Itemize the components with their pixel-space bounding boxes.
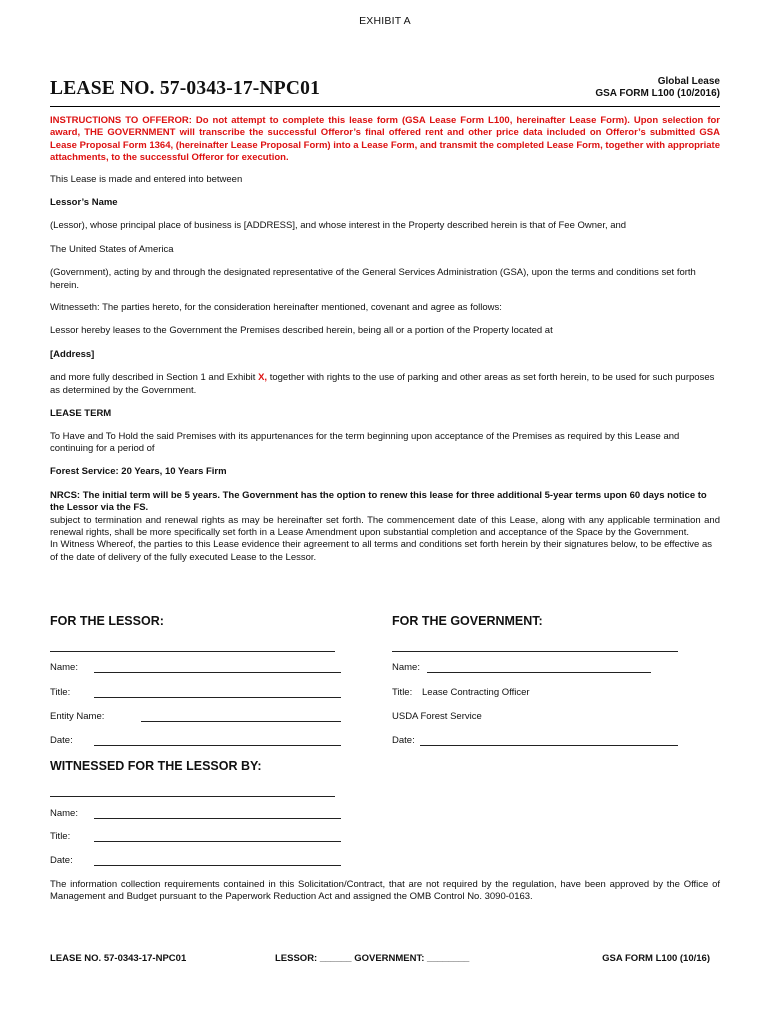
entity-name-label: Entity Name: [50,711,105,722]
form-number: GSA FORM L100 (10/2016) [595,88,720,99]
witness-title-field[interactable] [94,831,341,842]
lease-term-heading: LEASE TERM [50,408,112,420]
footer-initials: LESSOR: ______ GOVERNMENT: ________ [275,953,470,964]
witnessed-heading: WITNESSED FOR THE LESSOR BY: [50,759,262,773]
witness-name-label: Name: [50,808,78,819]
lease-number-title: LEASE NO. 57-0343-17-NPC01 [50,78,321,99]
lessor-date-label: Date: [50,735,73,746]
lessor-leases-text: Lessor hereby leases to the Government the Premises described herein, being all or a portion of the Property located at [50,325,553,337]
lessor-paragraph: (Lessor), whose principal place of business is [ADDRESS], and whose interest in the Property described herein is that of Fee Owner, and [50,220,627,232]
form-identifier [595,76,720,100]
lessor-title-label: Title: [50,687,71,698]
omb-notice: The information collection requirements contained in this Solicitation/Contract, that are not required by the regulation, have been approved by the Office of Management and Budget pursuant to the Paperwork Reduction Act and assigned the OMB Control No. 3090-0163. [50,879,720,903]
for-government-heading: FOR THE GOVERNMENT: [392,614,543,628]
footer-lease-number: LEASE NO. 57-0343-17-NPC01 [50,953,187,964]
lessor-signature-line[interactable] [50,641,335,652]
lessors-name-label: Lessor’s Name [50,197,118,209]
for-lessor-heading: FOR THE LESSOR: [50,614,164,628]
lessor-title-field[interactable] [94,687,341,698]
entity-name-field[interactable] [141,711,341,722]
government-date-field[interactable] [420,735,678,746]
have-hold-paragraph: To Have and To Hold the said Premises with its appurtenances for the term beginning upon acceptance of the Premises as required by this Lease and continuing for a period of [50,430,680,454]
government-paragraph: (Government), acting by and through the designated representative of the General Services Administration (GSA), upon the terms and conditions set forth herein. [50,267,696,291]
form-type: Global Lease [657,76,720,87]
exhibit-x: X, [258,372,268,384]
lessor-date-field[interactable] [94,735,341,746]
described-post: together with rights to the use of parking and other areas as set forth herein, to be used for such purposes as determined by the Government. [50,372,715,396]
witness-date-label: Date: [50,855,73,866]
forest-service-term: Forest Service: 20 Years, 10 Years Firm [50,466,227,478]
address-placeholder: [Address] [50,348,95,360]
witness-name-field[interactable] [94,808,341,819]
government-signature-line[interactable] [392,641,678,652]
witness-date-field[interactable] [94,855,341,866]
subject-to-paragraph: subject to termination and renewal rights as may be hereinafter set forth. The commencement date of this Lease, along with any applicable termination and renewal rights, shall be more specifically set forth in a Lease Amendment upon substantial completion and acceptance of the Space by the Government. [50,514,720,538]
instructions-to-offeror: INSTRUCTIONS TO OFFEROR: Do not attempt to complete this lease form (GSA Lease Form L100, hereinafter Lease Form). Upon selection for award, THE GOVERNMENT will transcribe the successful Offeror’s final offered rent and other price data included on Offeror’s submitted GSA Lease Proposal Form 1364, (hereinafter Lease Proposal Form) into a Lease Form, and transmit the completed Lease Form, together with appropriate attachments, to the successful Offeror for execution. [50,115,720,164]
government-title-value: Lease Contracting Officer [422,687,530,698]
footer-form-number: GSA FORM L100 (10/16) [602,953,710,964]
government-name-label: Name: [392,662,420,673]
agency-name: USDA Forest Service [392,711,482,722]
government-title-label: Title: [392,687,413,698]
government-name-field[interactable] [427,662,651,673]
document-header [50,72,720,107]
in-witness-paragraph: In Witness Whereof, the parties to this Lease evidence their agreement to all terms and conditions set forth herein by their signatures below, to be effective as of the date of delivery of the fully executed Lease to the Lessor. [50,539,713,563]
united-states-text: The United States of America [50,243,174,255]
described-paragraph [50,372,720,397]
witness-signature-line[interactable] [50,786,335,797]
lessor-name-label: Name: [50,662,78,673]
witnesseth-text: Witnesseth: The parties hereto, for the consideration hereinafter mentioned, covenant and agree as follows: [50,302,502,314]
lease-body [50,115,720,564]
government-date-label: Date: [392,735,415,746]
lessor-name-field[interactable] [94,662,341,673]
nrcs-term: NRCS: The initial term will be 5 years. The Government has the option to renew this lease for three additional 5-year terms upon 60 days notice to the Lessor via the FS. [50,489,707,514]
made-entered-text: This Lease is made and entered into between [50,173,243,185]
witness-title-label: Title: [50,831,71,842]
described-pre: and more fully described in Section 1 and Exhibit [50,372,259,384]
exhibit-label: EXHIBIT A [359,15,411,27]
